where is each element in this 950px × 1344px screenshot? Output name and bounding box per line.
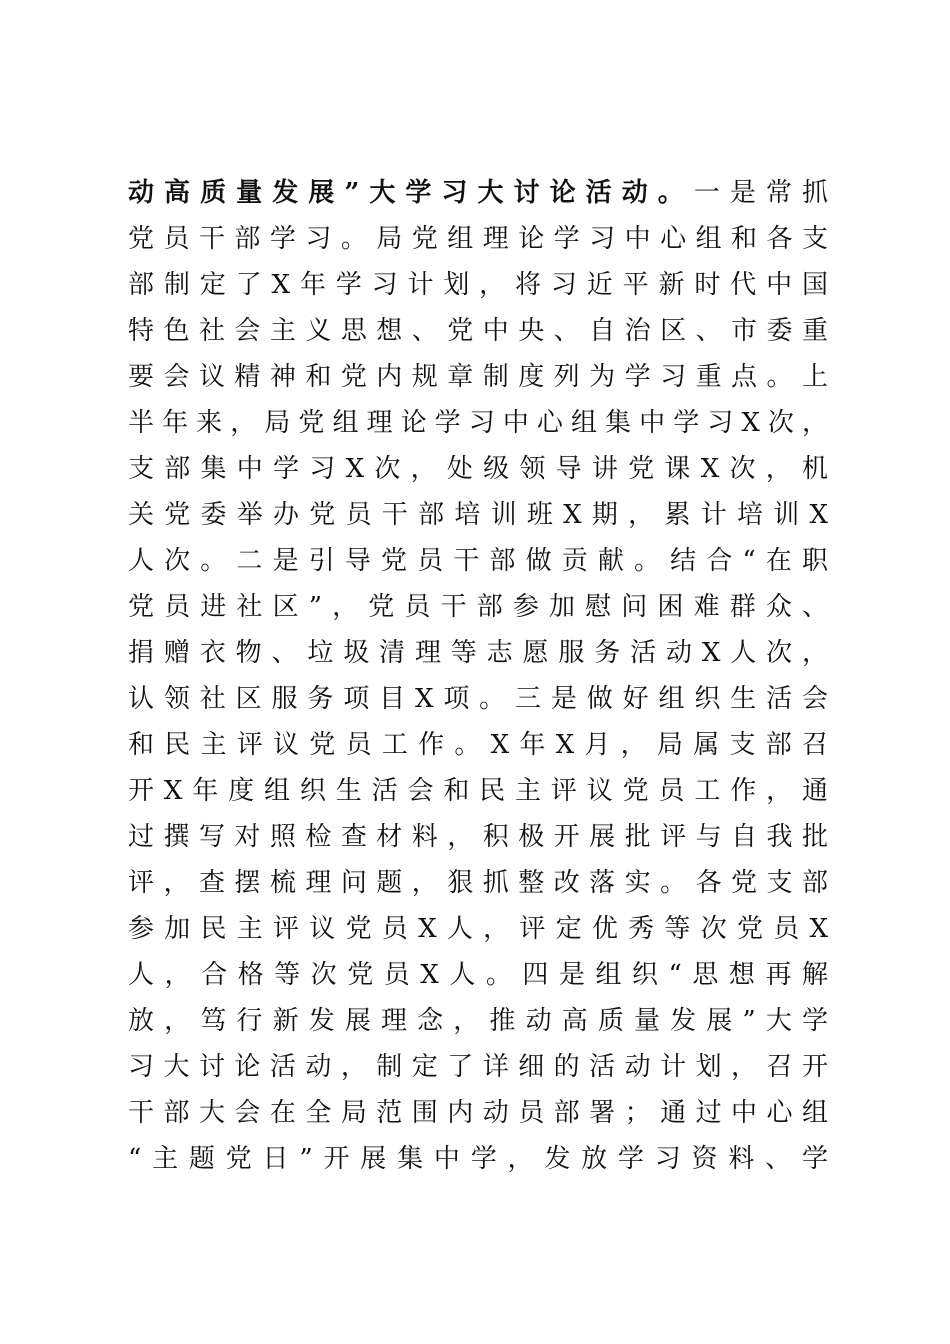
text-line: 要会议精神和党内规章制度列为学习重点。上 [128, 362, 828, 392]
text-line: 特色社会主义思想、党中央、自治区、市委重 [128, 316, 828, 346]
text-line: 半年来，局党组理论学习中心组集中学习X次， [128, 408, 828, 438]
body-text [128, 170, 828, 1182]
text-line: 人次。二是引导党员干部做贡献。结合“在职 [128, 546, 828, 576]
text-line: 人，合格等次党员X人。四是组织“思想再解 [128, 960, 828, 990]
text-line: 过撰写对照检查材料，积极开展批评与自我批 [128, 822, 828, 852]
text-line: 部制定了X年学习计划，将习近平新时代中国 [128, 270, 828, 300]
text-line: 习大讨论活动，制定了详细的活动计划，召开 [128, 1052, 828, 1082]
text-line: 开X年度组织生活会和民主评议党员工作，通 [128, 776, 828, 806]
text-line: 和民主评议党员工作。X年X月，局属支部召 [128, 730, 828, 760]
text-line: 干部大会在全局范围内动员部署；通过中心组 [128, 1098, 828, 1128]
text-line: 关党委举办党员干部培训班X期，累计培训X [128, 500, 828, 530]
text-line: 党员进社区”，党员干部参加慰问困难群众、 [128, 592, 828, 622]
text-line: 放，笃行新发展理念，推动高质量发展”大学 [128, 1006, 828, 1036]
text-line: 参加民主评议党员X人，评定优秀等次党员X [128, 914, 828, 944]
bold-text-run: 动高质量发展”大学习大讨论活动。 [128, 178, 694, 208]
text-line: 捐赠衣物、垃圾清理等志愿服务活动X人次， [128, 638, 828, 668]
text-line [128, 170, 828, 216]
text-line: “主题党日”开展集中学，发放学习资料、学 [128, 1144, 828, 1174]
text-line: 党员干部学习。局党组理论学习中心组和各支 [128, 224, 828, 254]
text-line: 认领社区服务项目X项。三是做好组织生活会 [128, 684, 828, 714]
text-line: 评，查摆梳理问题，狠抓整改落实。各党支部 [128, 868, 828, 898]
text-run: 一是常抓 [693, 178, 828, 208]
text-line: 支部集中学习X次，处级领导讲党课X次，机 [128, 454, 828, 484]
